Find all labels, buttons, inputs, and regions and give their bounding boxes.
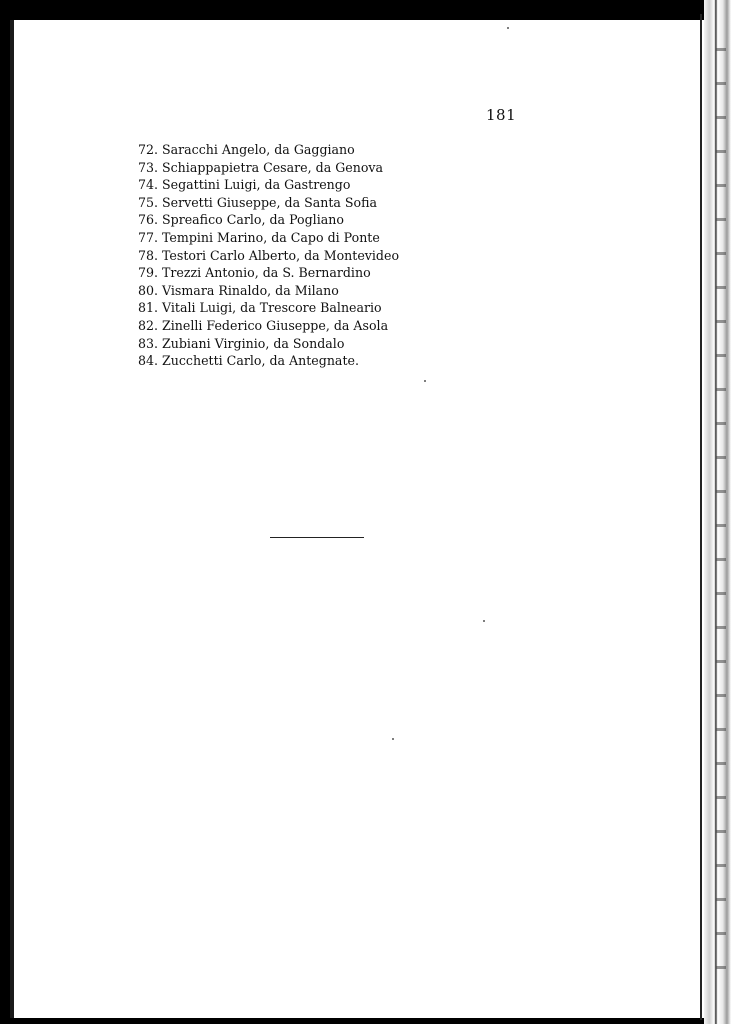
entry-text: Servetti Giuseppe, da Santa Sofia [162, 194, 378, 210]
list-item [128, 247, 399, 265]
list-item [128, 299, 399, 317]
scan-left-edge [0, 0, 10, 1024]
entry-text: Zinelli Federico Giuseppe, da Asola [162, 317, 389, 333]
entry-number: 72. [137, 142, 158, 157]
entry-text: Vitali Luigi, da Trescore Balneario [162, 300, 382, 316]
entry-number: 84. [137, 353, 158, 369]
list-item [128, 211, 399, 229]
entry-text: Trezzi Antonio, da S. Bernardino [162, 265, 371, 281]
entry-number: 82. [137, 317, 158, 333]
entry-number: 74. [137, 177, 158, 193]
list-item [128, 194, 399, 212]
entry-text: Testori Carlo Alberto, da Montevideo [162, 247, 400, 263]
entry-text: Schiappapietra Cesare, da Genova [162, 159, 384, 175]
scan-left-shadow [10, 20, 14, 1024]
list-item [128, 317, 399, 335]
binding-stitch-marks [716, 30, 726, 990]
entry-number: 79. [137, 265, 158, 281]
entry-number: 73. [137, 159, 158, 175]
entry-text: Zubiani Virginio, da Sondalo [162, 335, 345, 351]
list-item [128, 352, 399, 370]
list-item [128, 282, 399, 300]
entry-number: 80. [137, 282, 158, 298]
entry-text: Spreafico Carlo, da Pogliano [162, 212, 344, 228]
scan-bottom-edge [0, 1018, 712, 1024]
entry-text: Saracchi Angelo, da Gaggiano [162, 142, 355, 157]
scan-speck [392, 738, 394, 740]
section-divider [270, 537, 364, 538]
page-right-border [700, 14, 702, 1020]
page-number: 181 [486, 106, 517, 124]
entry-text: Tempini Marino, da Capo di Ponte [162, 229, 380, 245]
list-item [128, 264, 399, 282]
entry-text: Segattini Luigi, da Gastrengo [162, 177, 351, 193]
scan-top-edge [0, 0, 712, 20]
list-item [128, 335, 399, 353]
entry-number: 77. [137, 229, 158, 245]
entry-number: 78. [137, 247, 158, 263]
list-item [128, 141, 399, 159]
list-item [128, 176, 399, 194]
entry-number: 75. [137, 194, 158, 210]
list-item [128, 229, 399, 247]
scan-speck [507, 27, 509, 29]
entry-number: 81. [137, 300, 158, 316]
entry-number: 76. [137, 212, 158, 228]
name-list [128, 141, 399, 370]
entry-number: 83. [137, 335, 158, 351]
scan-speck [424, 380, 426, 382]
list-item [128, 159, 399, 177]
scan-speck [483, 620, 485, 622]
entry-text: Zucchetti Carlo, da Antegnate. [162, 353, 359, 369]
entry-text: Vismara Rinaldo, da Milano [162, 282, 339, 298]
